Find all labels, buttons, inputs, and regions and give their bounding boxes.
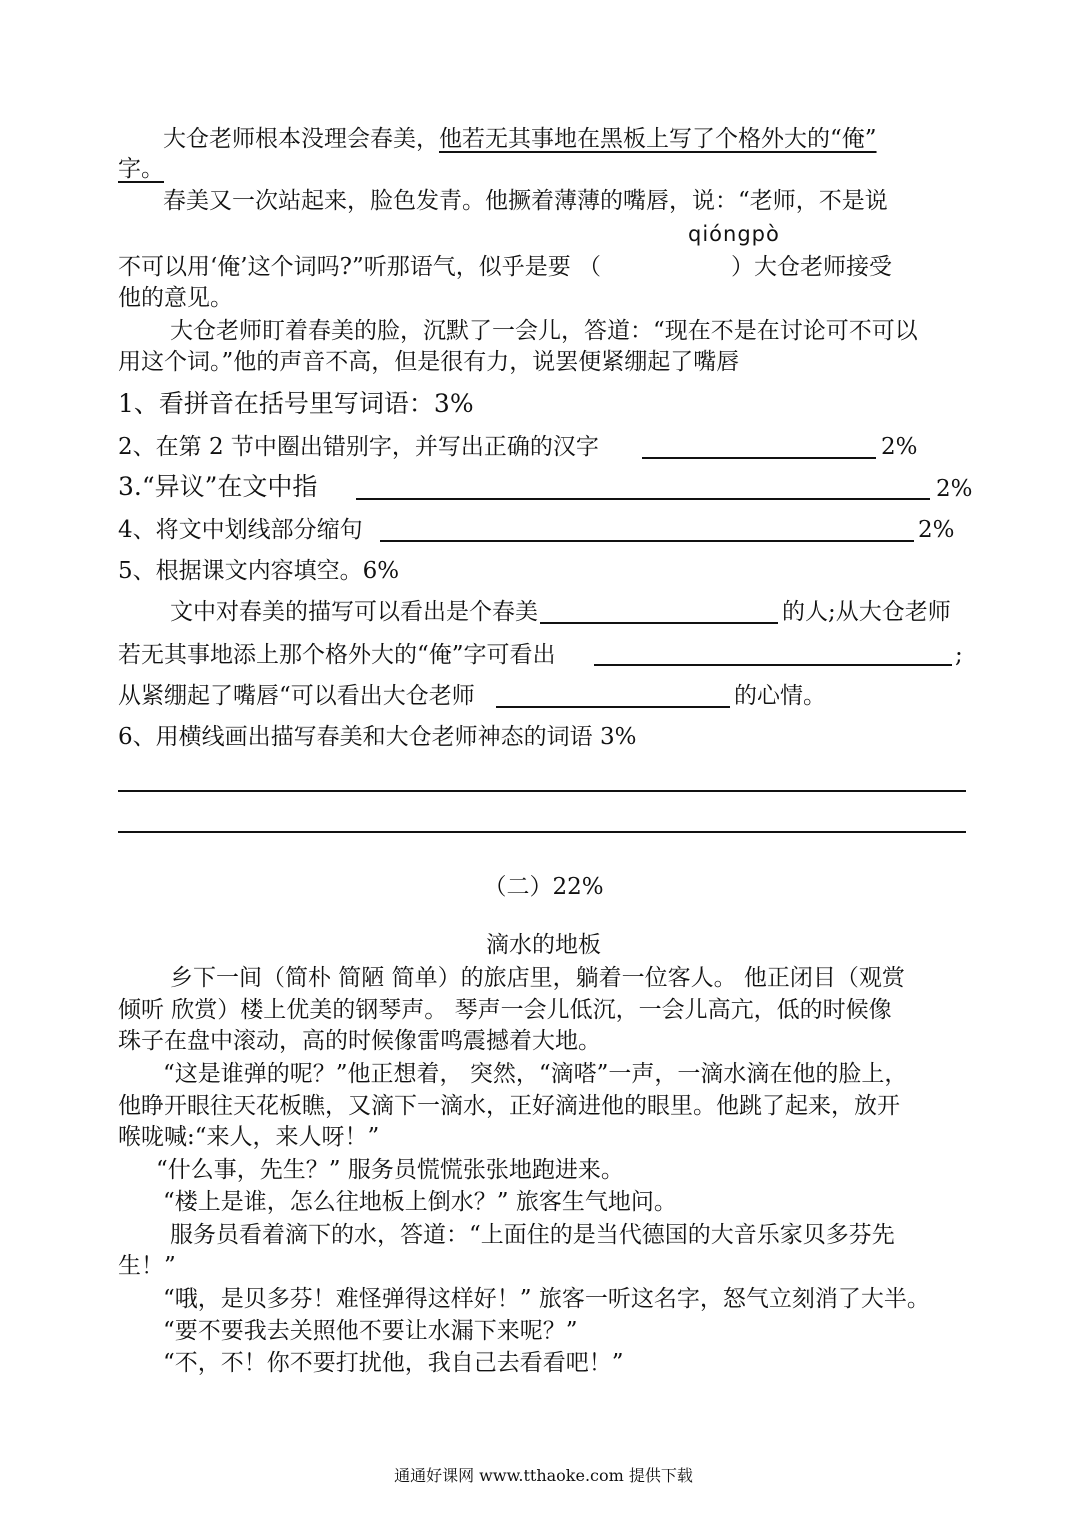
question-6-answer-line-2[interactable] [118, 831, 966, 833]
question-6-answer-line-1[interactable] [118, 790, 966, 792]
story-title: 滴水的地板 [486, 932, 601, 958]
question-5-blank-2-text-end: ; [955, 642, 963, 668]
story-line: “这是谁弹的呢？”他正想着， 突然，“滴嗒”一声，一滴水滴在他的脸上， [163, 1061, 908, 1087]
story-line: 生！” [118, 1253, 176, 1279]
paragraph-2-text-end: ）大仓老师接受 [731, 254, 893, 280]
paragraph-2-line-2 [118, 252, 892, 282]
question-5-blank-3[interactable] [496, 706, 730, 708]
question-6: 6、用横线画出描写春美和大仓老师神态的词语 3% [118, 724, 637, 750]
underlined-sentence-end: 字。 [118, 156, 164, 182]
story-line: “哦，是贝多芬！难怪弹得这样好！” 旅客一听这名字，怒气立刻消了大半。 [163, 1286, 930, 1312]
pinyin-hint: qióngpò [688, 222, 780, 246]
question-4: 4、将文中划线部分缩句 [118, 517, 363, 543]
section-2-heading: （二）22% [483, 874, 604, 900]
story-line: 喉咙喊:“来人，来人呀！” [118, 1124, 380, 1150]
paragraph-1-line-2 [118, 154, 164, 184]
question-3: 3.“异议”在文中指 [118, 472, 318, 501]
story-line: 珠子在盘中滚动，高的时候像雷鸣震撼着大地。 [118, 1028, 601, 1054]
paragraph-1-text: 大仓老师根本没理会春美， [163, 126, 439, 152]
story-line: “不，不！你不要打扰他，我自己去看看吧！” [163, 1350, 624, 1376]
question-5-blank-3-text-end: 的心情。 [734, 683, 826, 709]
underlined-sentence: 他若无其事地在黑板上写了个格外大的“俺” [439, 126, 877, 152]
question-3-score: 2% [936, 476, 973, 502]
paragraph-3-line-1: 大仓老师盯着春美的脸，沉默了一会儿，答道：“现在不是在讨论可不可以 [170, 318, 918, 344]
story-line: 乡下一间（简朴 简陋 简单）的旅店里，躺着一位客人。 他正闭目（观赏 [170, 965, 905, 991]
question-2-answer-line[interactable] [642, 457, 876, 459]
question-5-blank-1[interactable] [540, 622, 778, 624]
question-1: 1、看拼音在括号里写词语：3% [118, 389, 474, 418]
question-5-blank-1-text-end: 的人;从大仓老师 [782, 599, 951, 625]
question-5-blank-2-text: 若无其事地添上那个格外大的“俺”字可看出 [118, 642, 556, 668]
question-5: 5、根据课文内容填空。6% [118, 558, 400, 584]
question-5-blank-2[interactable] [594, 664, 952, 666]
story-line: 他睁开眼往天花板瞧，又滴下一滴水，正好滴进他的眼里。他跳了起来，放开 [118, 1093, 900, 1119]
question-4-score: 2% [918, 517, 955, 543]
question-5-blank-3-text: 从紧绷起了嘴唇“可以看出大仓老师 [118, 683, 475, 709]
question-5-blank-1-text: 文中对春美的描写可以看出是个春美 [170, 599, 538, 625]
footer-source: 通通好课网 www.tthaoke.com 提供下载 [394, 1466, 693, 1485]
question-2-score: 2% [881, 434, 918, 460]
paragraph-2-text: 不可以用‘俺’这个词吗?”听那语气，似乎是要 （ [118, 254, 602, 280]
question-3-answer-line[interactable] [356, 498, 930, 500]
paragraph-2-line-1: 春美又一次站起来，脸色发青。他撅着薄薄的嘴唇，说：“老师，不是说 [163, 188, 888, 214]
question-2: 2、在第 2 节中圈出错别字，并写出正确的汉字 [118, 434, 599, 460]
story-line: 倾听 欣赏）楼上优美的钢琴声。 琴声一会儿低沉，一会儿高亢，低的时候像 [118, 997, 892, 1023]
paragraph-3-line-2: 用这个词。”他的声音不高，但是很有力，说罢便紧绷起了嘴唇 [118, 349, 740, 375]
story-line: 服务员看着滴下的水，答道：“上面住的是当代德国的大音乐家贝多芬先 [170, 1222, 895, 1248]
story-line: “什么事，先生？” 服务员慌慌张张地跑进来。 [156, 1157, 624, 1183]
story-line: “楼上是谁，怎么往地板上倒水？” 旅客生气地问。 [163, 1189, 677, 1215]
question-4-answer-line[interactable] [380, 540, 914, 542]
paragraph-1-line-1 [163, 124, 877, 154]
story-line: “要不要我去关照他不要让水漏下来呢？” [163, 1318, 578, 1344]
paragraph-2-line-3: 他的意见。 [118, 285, 233, 311]
